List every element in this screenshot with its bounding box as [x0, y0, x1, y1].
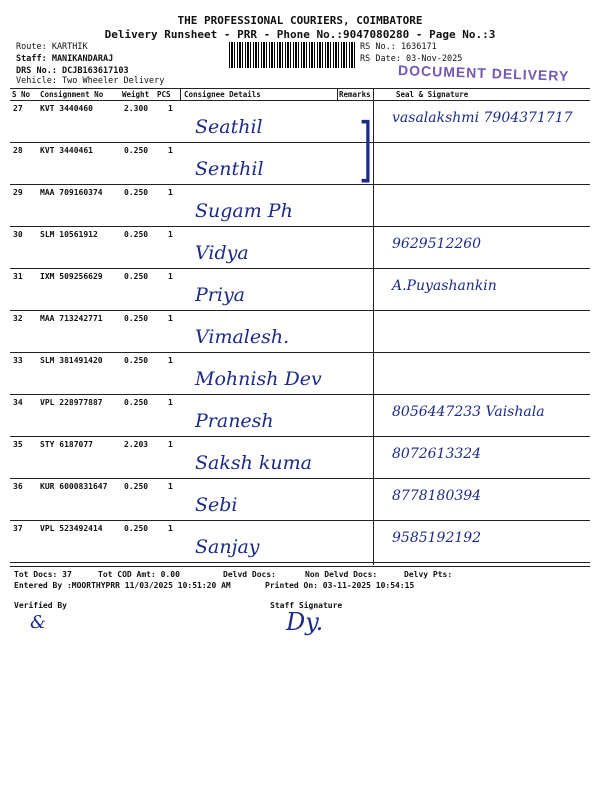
- runsheet-title: Delivery Runsheet - PRR - Phone No.:9047080280 - Page No.:3: [104, 28, 496, 41]
- row-weight: 0.250: [124, 398, 149, 407]
- col-pcs: PCS: [157, 90, 171, 99]
- row-sno: 32: [13, 314, 23, 323]
- row-pcs: 1: [168, 146, 173, 155]
- row-consignee-handwritten: Vimalesh.: [195, 326, 290, 348]
- row-pcs: 1: [168, 188, 173, 197]
- row-divider: [10, 520, 590, 521]
- col-consignee: Consignee Details: [184, 90, 261, 99]
- printed-on: Printed On: 03-11-2025 10:54:15: [265, 581, 415, 590]
- row-sno: 30: [13, 230, 23, 239]
- row-consignee-handwritten: Vidya: [195, 242, 249, 264]
- document-delivery-stamp: DOCUMENT DELIVERY: [397, 62, 570, 84]
- total-docs: Tot Docs: 37: [14, 570, 72, 579]
- vehicle-label: Vehicle: Two Wheeler Delivery: [16, 76, 165, 86]
- row-signature-handwritten: 8778180394: [392, 488, 482, 504]
- total-cod-amount: Tot COD Amt: 0.00: [98, 570, 180, 579]
- row-consignee-handwritten: Pranesh: [195, 410, 274, 432]
- col-remarks: Remarks: [339, 90, 371, 99]
- row-weight: 0.250: [124, 314, 149, 323]
- row-divider: [10, 436, 590, 437]
- delivery-points: Delvy Pts:: [404, 570, 453, 579]
- route-label: Route: KARTHIK: [16, 42, 88, 52]
- row-pcs: 1: [168, 104, 173, 113]
- row-divider: [10, 226, 590, 227]
- row-consignment-no: VPL 228977887: [40, 398, 103, 407]
- row-sno: 33: [13, 356, 23, 365]
- row-signature-handwritten: A.Puyashankin: [392, 278, 497, 294]
- row-divider: [10, 562, 590, 563]
- row-consignment-no: KUR 6000831647: [40, 482, 108, 491]
- row-sno: 35: [13, 440, 23, 449]
- row-consignee-handwritten: Priya: [195, 284, 246, 306]
- row-weight: 0.250: [124, 482, 149, 491]
- staff-signature-mark: Dy.: [286, 608, 324, 636]
- row-pcs: 1: [168, 314, 173, 323]
- rs-date: RS Date: 03-Nov-2025: [360, 54, 463, 64]
- row-signature-handwritten: 8056447233 Vaishala: [392, 404, 545, 420]
- row-divider: [10, 352, 590, 353]
- row-consignee-handwritten: Sanjay: [195, 536, 260, 558]
- col-seal-signature: Seal & Signature: [396, 90, 469, 99]
- col-weight: Weight: [122, 90, 150, 99]
- row-pcs: 1: [168, 230, 173, 239]
- row-weight: 2.300: [124, 104, 149, 113]
- row-consignment-no: VPL 523492414: [40, 524, 103, 533]
- row-consignment-no: SLM 381491420: [40, 356, 103, 365]
- row-divider: [10, 394, 590, 395]
- row-weight: 0.250: [124, 272, 149, 281]
- row-weight: 0.250: [124, 188, 149, 197]
- row-divider: [10, 478, 590, 479]
- row-consignment-no: MAA 713242771: [40, 314, 103, 323]
- non-delivered-docs: Non Delvd Docs:: [305, 570, 378, 579]
- row-consignment-no: IXM 509256629: [40, 272, 103, 281]
- row-pcs: 1: [168, 398, 173, 407]
- col-consignment-no: Consignment No: [40, 90, 104, 99]
- row-consignee-handwritten: Senthil: [195, 158, 264, 180]
- row-sno: 36: [13, 482, 23, 491]
- delivered-docs: Delvd Docs:: [223, 570, 276, 579]
- company-title: THE PROFESSIONAL COURIERS, COIMBATORE: [177, 14, 423, 27]
- row-divider: [10, 184, 590, 185]
- staff-label: Staff: MANIKANDARAJ: [16, 54, 114, 64]
- row-consignment-no: STY 6187077: [40, 440, 93, 449]
- row-consignee-handwritten: Seathil: [195, 116, 263, 138]
- row-pcs: 1: [168, 356, 173, 365]
- row-consignment-no: KVT 3440461: [40, 146, 93, 155]
- row-divider: [10, 142, 590, 143]
- row-consignment-no: KVT 3440460: [40, 104, 93, 113]
- row-pcs: 1: [168, 482, 173, 491]
- row-sno: 37: [13, 524, 23, 533]
- row-signature-handwritten: 9585192192: [392, 530, 482, 546]
- row-pcs: 1: [168, 524, 173, 533]
- row-pcs: 1: [168, 440, 173, 449]
- row-consignee-handwritten: Sebi: [195, 494, 238, 516]
- remarks-bracket: ]: [358, 108, 373, 190]
- row-signature-handwritten: 9629512260: [392, 236, 482, 252]
- row-sno: 31: [13, 272, 23, 281]
- row-weight: 0.250: [124, 524, 149, 533]
- row-weight: 0.250: [124, 356, 149, 365]
- staff-signature-label: Staff Signature: [270, 601, 343, 610]
- entered-by: Entered By :MOORTHYPRR 11/03/2025 10:51:20 AM: [14, 581, 231, 590]
- row-sno: 27: [13, 104, 23, 113]
- row-sno: 34: [13, 398, 23, 407]
- drs-label: DRS No.: DCJB163617103: [16, 66, 129, 76]
- row-consignee-handwritten: Mohnish Dev: [195, 368, 322, 390]
- row-divider: [10, 310, 590, 311]
- row-pcs: 1: [168, 272, 173, 281]
- verified-by-label: Verified By: [14, 601, 67, 610]
- row-weight: 0.250: [124, 146, 149, 155]
- rs-number: RS No.: 1636171: [360, 42, 437, 52]
- row-weight: 0.250: [124, 230, 149, 239]
- row-weight: 2.203: [124, 440, 149, 449]
- row-consignee-handwritten: Sugam Ph: [195, 200, 293, 222]
- verified-by-signature: &: [30, 612, 47, 633]
- row-sno: 28: [13, 146, 23, 155]
- row-signature-handwritten: 8072613324: [392, 446, 482, 462]
- row-consignment-no: SLM 10561912: [40, 230, 98, 239]
- row-signature-handwritten: vasalakshmi 7904371717: [392, 110, 573, 126]
- row-consignee-handwritten: Saksh kuma: [195, 452, 312, 474]
- col-sno: S No: [12, 90, 31, 99]
- row-consignment-no: MAA 709160374: [40, 188, 103, 197]
- barcode-image: [229, 42, 356, 68]
- row-sno: 29: [13, 188, 23, 197]
- row-divider: [10, 268, 590, 269]
